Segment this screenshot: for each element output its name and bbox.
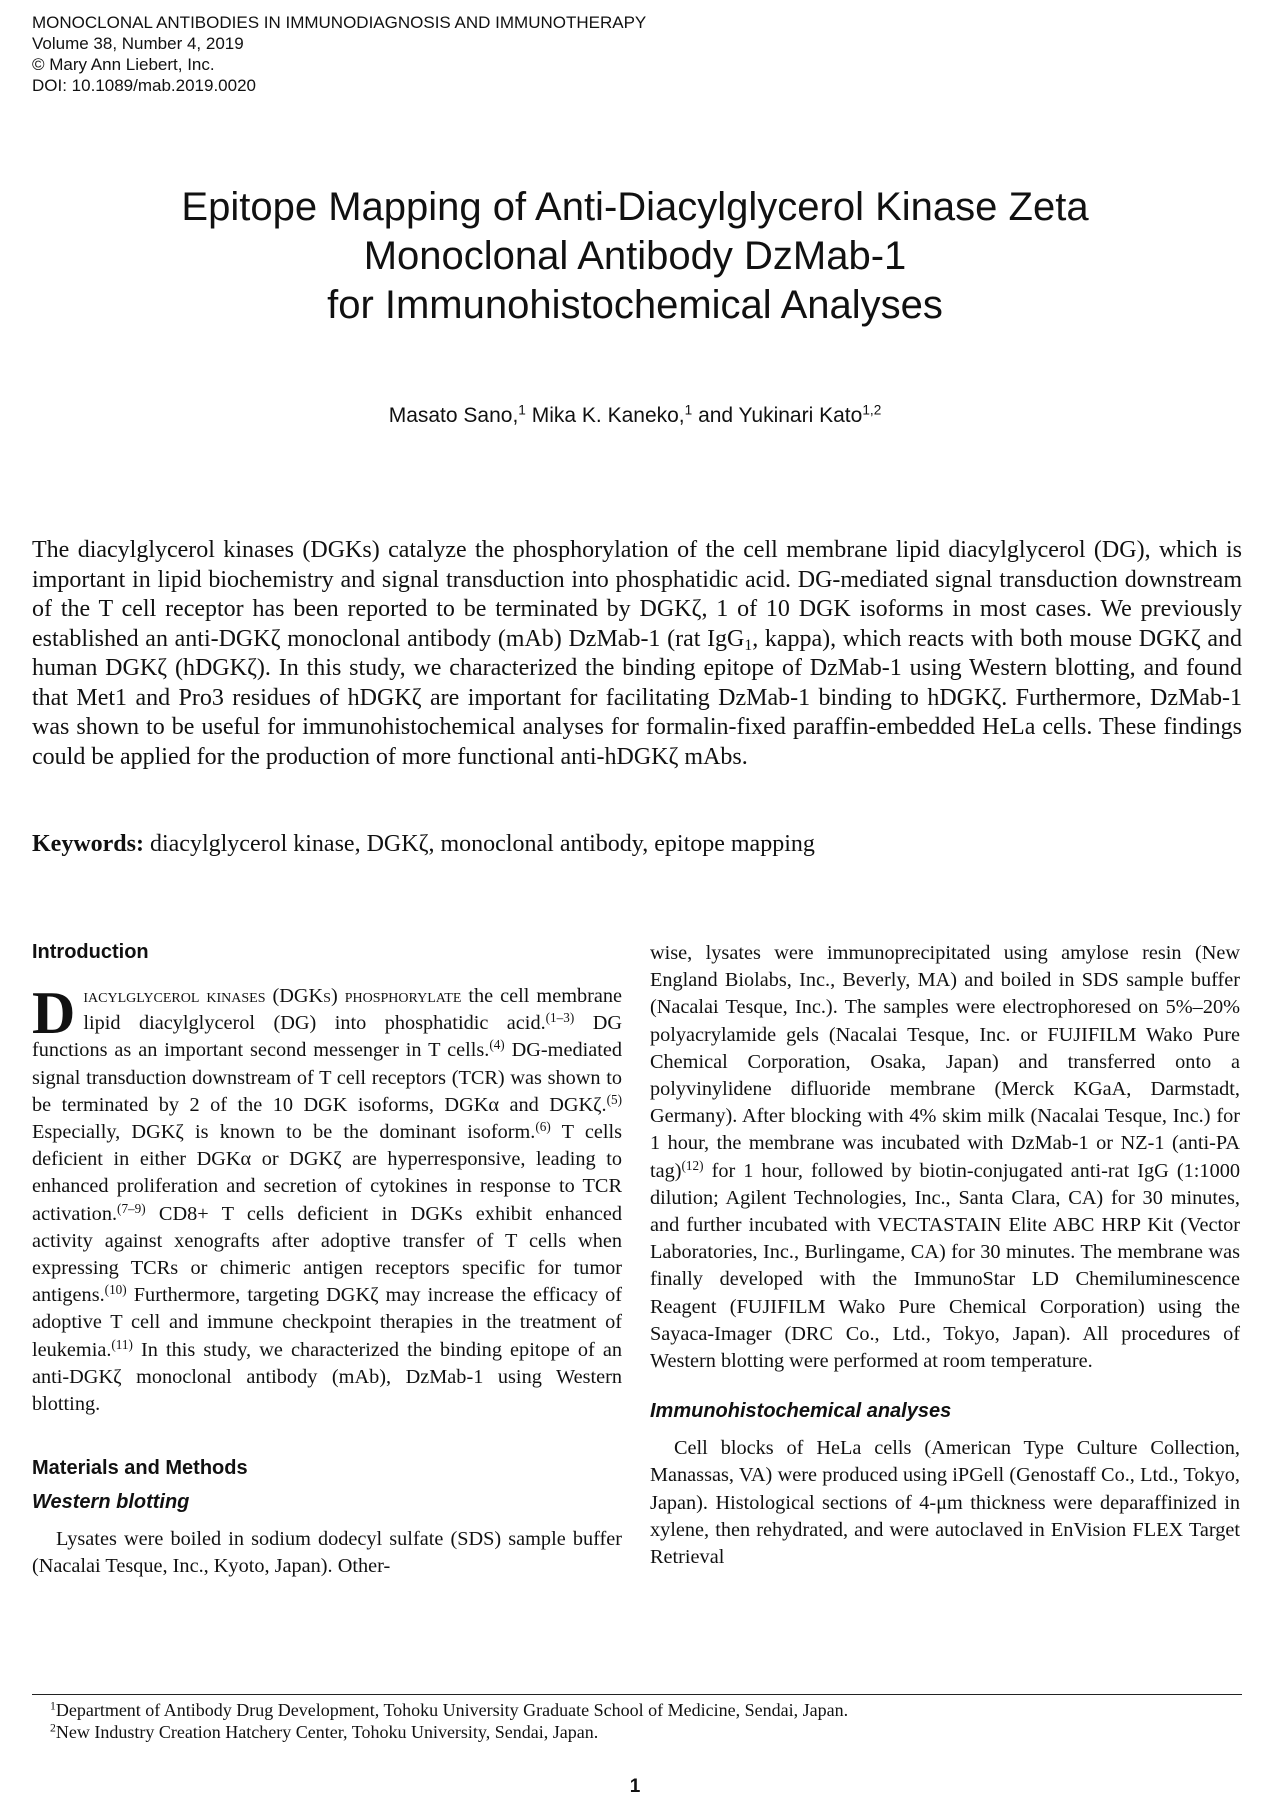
subsection-heading-ihc: Immunohistochemical analyses	[650, 1400, 952, 1423]
keywords-text: diacylglycerol kinase, DGKζ, monoclonal antibody, epitope mapping	[143, 831, 815, 857]
author-list	[0, 403, 1270, 429]
footnote-1	[50, 1699, 848, 1721]
left-column	[32, 940, 622, 1581]
intro-text: T cells deficient in either DGKα or DGKζ are hyperresponsive, leading to enhanced proliferation and secretion of cytokines in response to TCR activation.	[32, 1121, 623, 1225]
footnote-text: Department of Antibody Drug Development, Tohoku University Graduate School of Medicine, Sendai, Japan.	[55, 1700, 849, 1720]
subscript: 1	[744, 636, 753, 654]
author-name: and Yukinari Kato	[692, 404, 863, 427]
footnote-mark: 1	[50, 1699, 56, 1713]
intro-text: DG functions as an important second messenger in T cells.	[32, 1012, 622, 1062]
ihc-paragraph: Cell blocks of HeLa cells (American Type Culture Collection, Manassas, VA) were produced using iPGell (Genostaff Co., Ltd., Tokyo, Japan). Histological sections of 4-μm thickness were deparaffinized in xylene, then rehydrated, and were autoclaved in EnVision FLEX Target Retrieval	[650, 1437, 1240, 1569]
affiliation-mark: 1,2	[862, 402, 882, 418]
keywords-label: Keywords:	[32, 831, 144, 857]
intro-text: Especially, DGKζ is known to be the dominant isoform.	[32, 1121, 536, 1144]
title-line-2: Monoclonal Antibody DzMab-1	[363, 234, 907, 278]
citation: (10)	[104, 1281, 127, 1297]
citation: (12)	[681, 1157, 704, 1173]
abstract-text: The diacylglycerol kinases (DGKs) catalyze the phosphorylation of the cell membrane lipid diacylglycerol (DG), which is important in lipid biochemistry and signal transduction into phosphatidic acid. DG-mediated signal transduction downstream of the T cell receptor has been reported to be terminated by DGKζ, 1 of 10 DGK isoforms in most cases. We previously established an anti-DGKζ monoclonal antibody (mAb) DzMab-1 (rat IgG	[32, 537, 1242, 652]
citation: (7–9)	[117, 1200, 146, 1216]
journal-copyright: © Mary Ann Liebert, Inc.	[32, 55, 215, 74]
citation: (1–3)	[545, 1009, 575, 1025]
introduction-paragraph	[32, 980, 623, 1418]
drop-cap: D	[32, 980, 76, 1046]
journal-doi: DOI: 10.1089/mab.2019.0020	[32, 76, 256, 95]
intro-text: In this study, we characterized the binding epitope of an anti-DGKζ monoclonal antibody (mAb), DzMab-1 using Western blotting.	[32, 1338, 622, 1416]
title-line-1: Epitope Mapping of Anti-Diacylglycerol Kinase Zeta	[181, 185, 1089, 229]
title-line-3: for Immunohistochemical Analyses	[327, 283, 943, 327]
page-number: 1	[629, 1776, 641, 1797]
intro-text: the cell membrane lipid diacylglycerol (DG) into phosphatidic acid.	[83, 985, 623, 1035]
abstract-text: , kappa), which reacts with both mouse DGKζ and human DGKζ (hDGKζ). In this study, we characterized the binding epitope of DzMab-1 using Western blotting, and found that Met1 and Pro3 residues of hDGKζ are important for facilitating DzMab-1 binding to hDGKζ. Furthermore, DzMab-1 was shown to be useful for immunohistochemical analyses for formalin-fixed paraffin-embedded HeLa cells. These findings could be applied for the production of more functional anti-hDGKζ mAbs.	[32, 625, 1242, 770]
western-text: for 1 hour, followed by biotin-conjugated anti-rat IgG (1:1000 dilution; Agilent Technologies, Inc., Santa Clara, CA) for 30 minutes, and further incubated with VECTASTAIN Elite ABC HRP Kit (Vector Laboratories, Inc., Burlingame, CA) for 30 minutes. The membrane was finally developed with the ImmunoStar LD Chemiluminescence Reagent (FUJIFILM Wako Pure Chemical Corporation) using the Sayaca-Imager (DRC Co., Ltd., Tokyo, Japan). All procedures of Western blotting were performed at room temperature.	[650, 1159, 1240, 1373]
affiliation-mark: 1	[684, 402, 693, 418]
citation: (6)	[535, 1118, 551, 1134]
footnote-divider	[32, 1694, 1242, 1695]
abstract	[32, 536, 1242, 772]
journal-header	[32, 12, 646, 96]
intro-text: (DGK	[265, 985, 324, 1007]
journal-volume: Volume 38, Number 4, 2019	[32, 34, 244, 53]
right-column	[650, 940, 1240, 1571]
intro-text: s	[323, 985, 331, 1007]
author-name: Mika K. Kaneko,	[525, 404, 685, 427]
intro-text: phosphorylate	[344, 985, 462, 1007]
intro-text: )	[330, 985, 345, 1007]
subsection-heading-western-blotting: Western blotting	[32, 1491, 190, 1514]
article-title	[0, 183, 1270, 330]
author-name: Masato Sano,	[388, 404, 519, 427]
section-heading-introduction: Introduction	[32, 941, 149, 963]
journal-name: MONOCLONAL ANTIBODIES IN IMMUNODIAGNOSIS AND IMMUNOTHERAPY	[32, 13, 647, 32]
intro-text: DG-mediated signal transduction downstream of T cell receptors (TCR) was shown to be terminated by 2 of the 10 DGK isoforms, DGKα and DGKζ.	[32, 1039, 622, 1116]
footnotes	[50, 1699, 848, 1743]
western-text: wise, lysates were immunoprecipitated using amylose resin (New England Biolabs, Inc., Beverly, MA) and boiled in SDS sample buffer (Nacalai Tesque, Inc.). The samples were electrophoresed on 5%–20% polyacrylamide gels (Nacalai Tesque, Inc. or FUJIFILM Wako Pure Chemical Corporation, Osaka, Japan) and transferred onto a polyvinylidene difluoride membrane (Merck KGaA, Darmstadt, Germany). After blocking with 4% skim milk (Nacalai Tesque, Inc.) for 1 hour, the membrane was incubated with DzMab-1 or NZ-1 (anti-PA tag)	[650, 942, 1240, 1182]
keywords	[32, 830, 1242, 860]
smallcaps-lead: iacylglycerol kinases	[83, 985, 266, 1007]
citation: (4)	[489, 1037, 505, 1053]
footnote-2	[50, 1721, 848, 1743]
western-paragraph-start: Lysates were boiled in sodium dodecyl sulfate (SDS) sample buffer (Nacalai Tesque, Inc., Kyoto, Japan). Other-	[32, 1528, 622, 1578]
citation: (11)	[111, 1336, 133, 1352]
intro-text: CD8+ T cells deficient in DGKs exhibit enhanced activity against xenografts after adoptive transfer of T cells when expressing TCRs or chimeric antigen receptors specific for tumor antigens.	[32, 1202, 622, 1307]
footnote-mark: 2	[50, 1721, 56, 1735]
citation: (5)	[606, 1091, 622, 1107]
intro-text: Furthermore, targeting DGKζ may increase the efficacy of adoptive T cell and immune checkpoint therapies in the treatment of leukemia.	[32, 1284, 622, 1361]
footnote-text: New Industry Creation Hatchery Center, Tohoku University, Sendai, Japan.	[55, 1722, 599, 1742]
western-paragraph-continued	[650, 940, 1240, 1375]
section-heading-methods: Materials and Methods	[32, 1457, 248, 1480]
affiliation-mark: 1	[518, 402, 526, 418]
